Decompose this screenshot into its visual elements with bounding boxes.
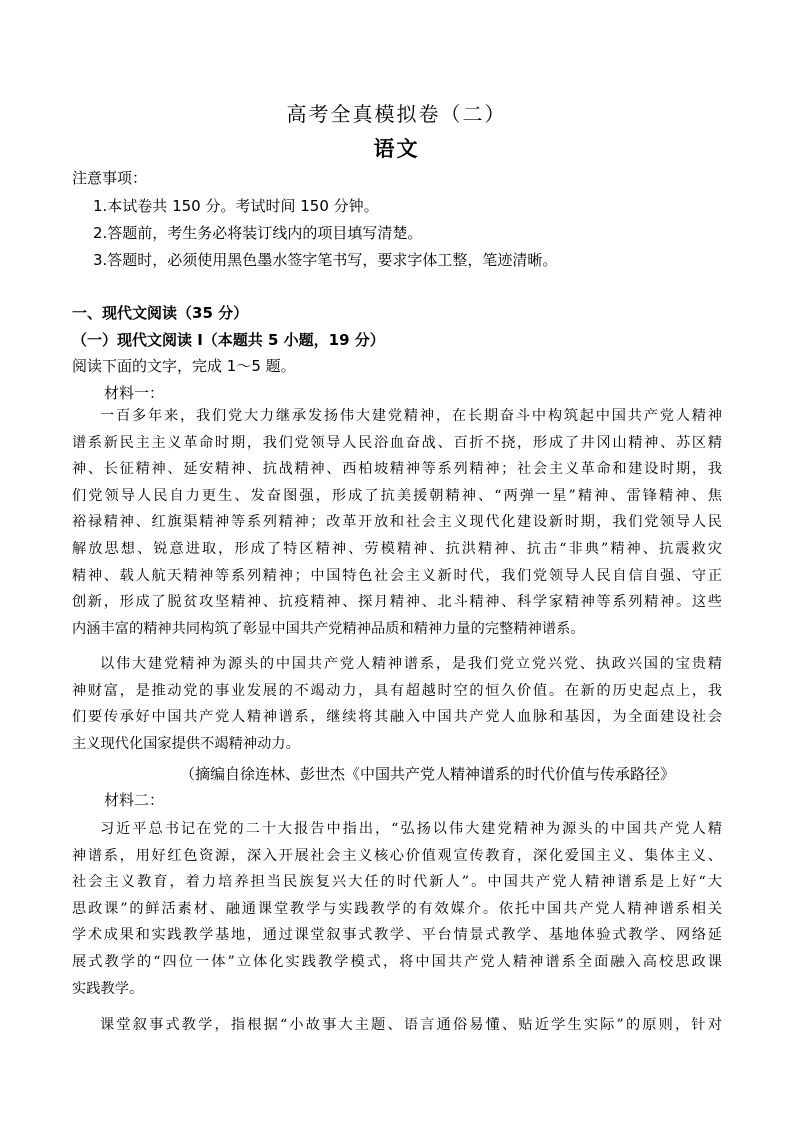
text-line: 思政课”的鲜活素材、融通课堂教学与实践教学的有效媒介。依托中国共产党人精神谱系相关: [72, 900, 722, 917]
notice-item-2: 2.答题前，考生务必将装订线内的项目填写清楚。: [93, 224, 423, 242]
reading-instruction: 阅读下面的文字，完成 1～5 题。: [72, 357, 296, 375]
text-line: 创新，形成了脱贫攻坚精神、抗疫精神、探月精神、北斗精神、科学家精神等系列精神。这些: [72, 594, 722, 611]
material2-paragraph-1: [72, 816, 722, 1002]
text-line: 以伟大建党精神为源头的中国共产党人精神谱系，是我们党立党兴党、执政兴国的宝贵精: [100, 656, 722, 672]
subject-title: 语文: [373, 136, 420, 161]
text-line: 们要传承好中国共产党人精神谱系，继续将其融入中国共产党人血脉和基因，为全面建设社会: [72, 709, 722, 726]
text-line: 神、长征精神、延安精神、抗战精神、西柏坡精神等系列精神；社会主义革命和建设时期，我: [72, 461, 722, 478]
subsection-heading: （一）现代文阅读 I（本题共 5 小题，19 分）: [72, 331, 385, 349]
material1-paragraph-1: [72, 403, 722, 642]
text-line: 主义现代化国家提供不竭精神动力。: [72, 735, 300, 752]
text-line: 神财富，是推动党的事业发展的不竭动力，具有超越时空的恒久价值。在新的历史起点上，我: [72, 682, 722, 699]
text-line: 精神、载人航天精神等系列精神；中国特色社会主义新时代，我们党领导人民自信自强、守正: [72, 567, 722, 584]
material2-label: 材料二：: [104, 791, 165, 809]
text-line: 学术成果和实践教学基地，通过课堂叙事式教学、平台情景式教学、基地体验式教学、网络延: [72, 927, 722, 944]
text-line: 们党领导人民自力更生、发奋图强，形成了抗美援朝精神、“两弹一星”精神、雷锋精神、焦: [72, 487, 722, 504]
notice-heading: 注意事项：: [72, 169, 148, 187]
text-line: 习近平总书记在党的二十大报告中指出，“弘扬以伟大建党精神为源头的中国共产党人精: [100, 821, 722, 837]
notice-item-1: 1.本试卷共 150 分。考试时间 150 分钟。: [93, 197, 379, 215]
text-line: 课堂叙事式教学，指根据“小故事大主题、语言通俗易懂、贴近学生实际”的原则，针对: [100, 1017, 722, 1033]
text-line: 神谱系，用好红色资源，深入开展社会主义核心价值观宣传教育，深化爱国主义、集体主义、: [72, 847, 722, 864]
exam-title: 高考全真模拟卷（二）: [286, 102, 507, 126]
text-line: 一百多年来，我们党大力继承发扬伟大建党精神，在长期奋斗中构筑起中国共产党人精神: [100, 408, 722, 424]
material1-paragraph-2: [72, 651, 722, 757]
text-line: 解放思想、锐意进取，形成了特区精神、劳模精神、抗洪精神、抗击“非典”精神、抗震救灾: [72, 540, 722, 557]
text-line: 社会主义教育，着力培养担当民族复兴大任的时代新人”。中国共产党人精神谱系是上好“大: [72, 874, 722, 891]
notice-item-3: 3.答题时，必须使用黑色墨水签字笔书写，要求字体工整，笔迹清晰。: [93, 251, 558, 269]
material1-source: （摘编自徐连林、彭世杰《中国共产党人精神谱系的时代价值与传承路径》: [180, 765, 676, 783]
text-line: 裕禄精神、红旗渠精神等系列精神；改革开放和社会主义现代化建设新时期，我们党领导人民: [72, 514, 722, 531]
text-line: 展式教学的“四位一体”立体化实践教学模式，将中国共产党人精神谱系全面融入高校思政课: [72, 953, 722, 970]
section-heading: 一、现代文阅读（35 分）: [72, 304, 249, 322]
text-line: 实践教学。: [72, 980, 144, 997]
material1-label: 材料一：: [104, 384, 165, 402]
material2-paragraph-2: [72, 1012, 722, 1039]
text-line: 内涵丰富的精神共同构筑了彰显中国共产党精神品质和精神力量的完整精神谱系。: [72, 620, 585, 637]
text-line: 谱系新民主主义革命时期，我们党领导人民浴血奋战、百折不挠，形成了井冈山精神、苏区精: [72, 434, 722, 451]
